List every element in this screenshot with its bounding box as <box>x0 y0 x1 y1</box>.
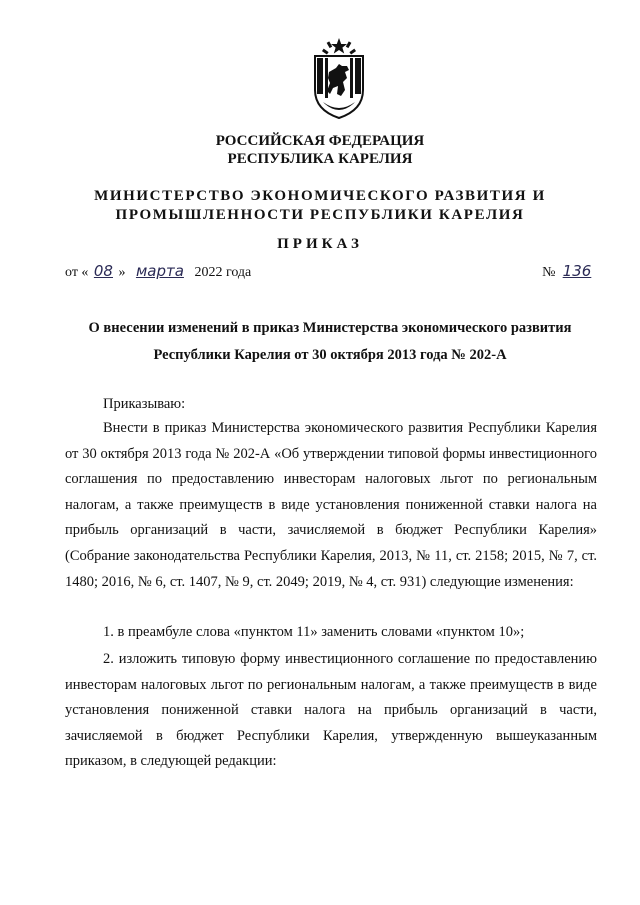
country-line-1: РОССИЙСКАЯ ФЕДЕРАЦИЯ <box>215 133 425 149</box>
order-number <box>542 262 595 281</box>
list-item-1: 1. в преамбуле слова «пунктом 11» заменить словами «пунктом 10»; <box>103 624 525 640</box>
paragraph-main: Внести в приказ Министерства экономического развития Республики Карелия от 30 октября 2013 года № 202-А «Об утверждении типовой формы инвестиционного соглашения по предоставлению инвесторам налоговых льгот по региональным налогам, а также преимуществ в виде установления пониженной ставки налога на прибыль организаций в части, зачисляемой в бюджет Республики Карелия» (Собрание законодательства Республики Карелия, 2013, № 11, ст. 2158; 2015, № 7, ст. 1480; 2016, № 6, ст. 1407, № 9, ст. 2049; 2019, № 4, ст. 931) следующие изменения: <box>65 420 597 590</box>
subject-line-2: Республики Карелия от 30 октября 2013 года № 202-А <box>153 347 507 363</box>
ministry-heading <box>0 187 640 225</box>
date-prefix: от « <box>65 265 89 280</box>
date-month-handwritten: марта <box>135 262 184 280</box>
number-handwritten: 136 <box>562 262 592 280</box>
country-heading <box>0 132 640 168</box>
order-subject <box>60 315 600 369</box>
date-year: 2022 года <box>190 265 252 280</box>
order-date <box>65 262 251 281</box>
coat-of-arms-icon <box>309 38 369 120</box>
number-prefix: № <box>542 265 559 280</box>
ministry-line-1: МИНИСТЕРСТВО ЭКОНОМИЧЕСКОГО РАЗВИТИЯ И <box>94 188 546 204</box>
date-day-handwritten: 08 <box>93 262 113 280</box>
date-number-row <box>65 262 595 286</box>
subject-line-1: О внесении изменений в приказ Министерства экономического развития <box>88 320 572 336</box>
country-line-2: РЕСПУБЛИКА КАРЕЛИЯ <box>227 151 413 167</box>
ministry-line-2: ПРОМЫШЛЕННОСТИ РЕСПУБЛИКИ КАРЕЛИЯ <box>115 207 525 223</box>
document-type-title: ПРИКАЗ <box>277 236 363 252</box>
date-middle: » <box>118 265 129 280</box>
list-item-2: 2. изложить типовую форму инвестиционного соглашение по предоставлению инвесторам налоговых льгот по региональным налогам, а также преимуществ в виде установления пониженной ставки налога на прибыль организаций в части, зачисляемой в бюджет Республики Карелия, утвержденную вышеуказанным приказом, в следующей редакции: <box>65 651 597 770</box>
order-word <box>65 392 597 418</box>
order-word-text: Приказываю: <box>103 396 186 412</box>
